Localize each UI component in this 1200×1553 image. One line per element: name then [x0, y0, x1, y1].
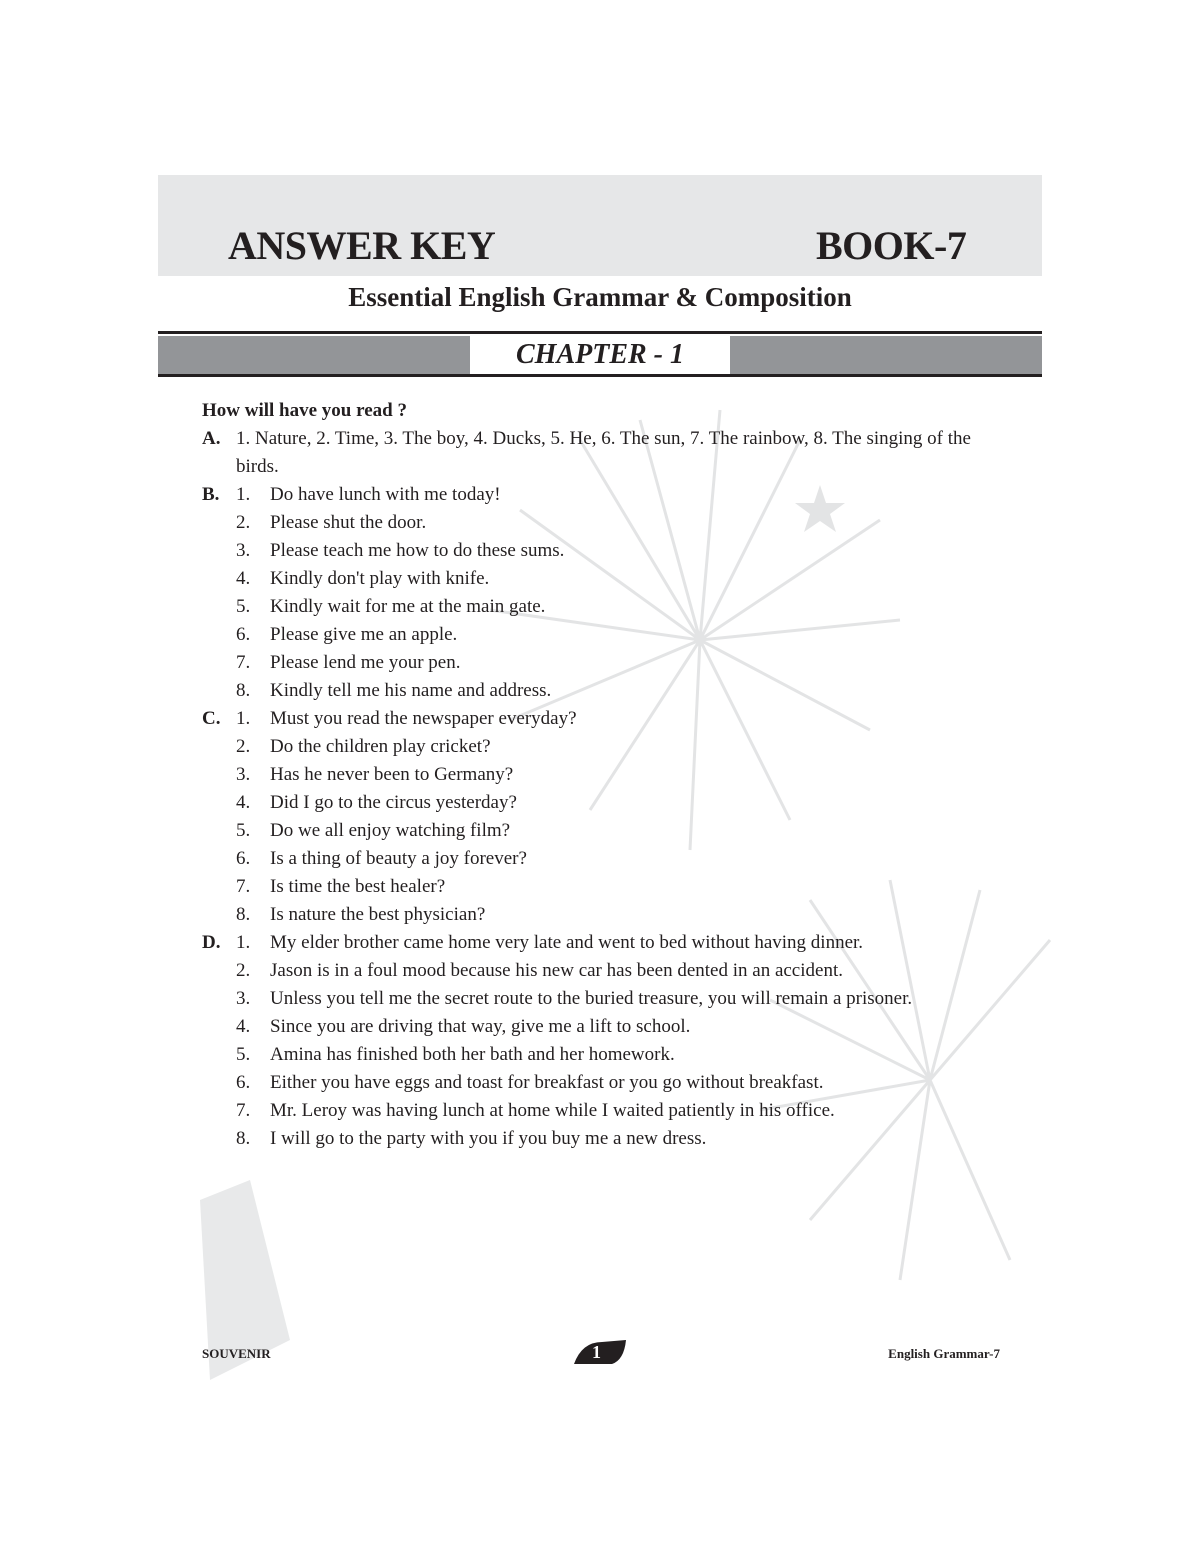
- answer-item: [236, 845, 1000, 873]
- item-number: 8.: [236, 1128, 251, 1149]
- answer-content: [202, 397, 1000, 1153]
- section-c: [202, 705, 1000, 929]
- item-text: Either you have eggs and toast for breakfast or you go without breakfast.: [270, 1072, 824, 1093]
- footer-book-title: English Grammar-7: [888, 1346, 1000, 1361]
- item-number: 4.: [236, 568, 251, 589]
- item-number: 5.: [236, 1044, 251, 1065]
- answer-item: [236, 481, 1000, 509]
- answer-key-title: ANSWER KEY: [228, 223, 496, 268]
- section-letter: D.: [202, 932, 221, 953]
- exercise-heading: How will have you read ?: [202, 400, 407, 421]
- section-b: [202, 481, 1000, 705]
- item-number: 2.: [236, 736, 251, 757]
- item-text: Please lend me your pen.: [270, 652, 461, 673]
- answer-item: [236, 985, 1000, 1013]
- section-letter: B.: [202, 484, 220, 505]
- item-number: 1.: [236, 932, 251, 953]
- divider-top: [158, 331, 1042, 334]
- item-text: Did I go to the circus yesterday?: [270, 792, 517, 813]
- item-text: Kindly tell me his name and address.: [270, 680, 552, 701]
- book-subtitle: Essential English Grammar & Composition: [348, 282, 852, 312]
- item-text: Since you are driving that way, give me a lift to school.: [270, 1016, 691, 1037]
- item-number: 5.: [236, 596, 251, 617]
- item-text: Must you read the newspaper everyday?: [270, 708, 577, 729]
- section-d: [202, 929, 1000, 1153]
- answer-item: [236, 873, 1000, 901]
- item-number: 4.: [236, 1016, 251, 1037]
- item-number: 2.: [236, 960, 251, 981]
- item-text: Please shut the door.: [270, 512, 427, 533]
- section-letter: C.: [202, 708, 221, 729]
- item-number: 3.: [236, 764, 251, 785]
- item-text: Is a thing of beauty a joy forever?: [270, 848, 527, 869]
- answer-item: [236, 733, 1000, 761]
- answer-item: [236, 425, 1000, 481]
- item-text: 1. Nature, 2. Time, 3. The boy, 4. Ducks, 5. He, 6. The sun, 7. The rainbow, 8. The singing of the birds.: [236, 428, 971, 477]
- item-text: Jason is in a foul mood because his new car has been dented in an accident.: [270, 960, 843, 981]
- item-number: 7.: [236, 876, 251, 897]
- answer-item: [236, 929, 1000, 957]
- divider-bottom: [158, 374, 1042, 377]
- item-number: 8.: [236, 680, 251, 701]
- answer-item: [236, 901, 1000, 929]
- item-number: 4.: [236, 792, 251, 813]
- item-text: Kindly wait for me at the main gate.: [270, 596, 546, 617]
- answer-item: [236, 537, 1000, 565]
- answer-item: [236, 1097, 1000, 1125]
- item-text: Do we all enjoy watching film?: [270, 820, 511, 841]
- item-text: Amina has finished both her bath and her homework.: [270, 1044, 675, 1065]
- footer-publisher: SOUVENIR: [202, 1346, 271, 1361]
- item-number: 6.: [236, 624, 251, 645]
- item-text: Is nature the best physician?: [270, 904, 486, 925]
- answer-item: [236, 621, 1000, 649]
- item-text: Please give me an apple.: [270, 624, 458, 645]
- answer-item: [236, 761, 1000, 789]
- item-number: 3.: [236, 988, 251, 1009]
- item-text: Please teach me how to do these sums.: [270, 540, 565, 561]
- item-number: 7.: [236, 1100, 251, 1121]
- item-number: 7.: [236, 652, 251, 673]
- answer-item: [236, 509, 1000, 537]
- chapter-title: CHAPTER - 1: [470, 336, 730, 374]
- answer-item: [236, 817, 1000, 845]
- item-number: 2.: [236, 512, 251, 533]
- section-a: [202, 425, 1000, 481]
- item-text: Has he never been to Germany?: [270, 764, 514, 785]
- answer-item: [236, 1125, 1000, 1153]
- answer-item: [236, 649, 1000, 677]
- item-text: Do have lunch with me today!: [270, 484, 501, 505]
- book-label: BOOK-7: [816, 223, 967, 268]
- item-text: My elder brother came home very late and went to bed without having dinner.: [270, 932, 864, 953]
- item-number: 8.: [236, 904, 251, 925]
- item-text: Is time the best healer?: [270, 876, 446, 897]
- section-letter: A.: [202, 428, 221, 449]
- item-text: Unless you tell me the secret route to the buried treasure, you will remain a prisoner.: [270, 988, 913, 1009]
- item-number: 6.: [236, 1072, 251, 1093]
- item-text: Mr. Leroy was having lunch at home while I waited patiently in his office.: [270, 1100, 835, 1121]
- item-number: 6.: [236, 848, 251, 869]
- answer-item: [236, 957, 1000, 985]
- item-text: Do the children play cricket?: [270, 736, 491, 757]
- item-text: Kindly don't play with knife.: [270, 568, 490, 589]
- answer-item: [236, 1069, 1000, 1097]
- answer-item: [236, 1041, 1000, 1069]
- answer-item: [236, 593, 1000, 621]
- item-number: 5.: [236, 820, 251, 841]
- answer-item: [236, 705, 1000, 733]
- item-number: 3.: [236, 540, 251, 561]
- item-text: I will go to the party with you if you buy me a new dress.: [270, 1128, 707, 1149]
- page-number: 1: [592, 1342, 601, 1362]
- item-number: 1.: [236, 484, 251, 505]
- item-number: 1.: [236, 708, 251, 729]
- answer-item: [236, 1013, 1000, 1041]
- answer-item: [236, 677, 1000, 705]
- answer-item: [236, 565, 1000, 593]
- answer-item: [236, 789, 1000, 817]
